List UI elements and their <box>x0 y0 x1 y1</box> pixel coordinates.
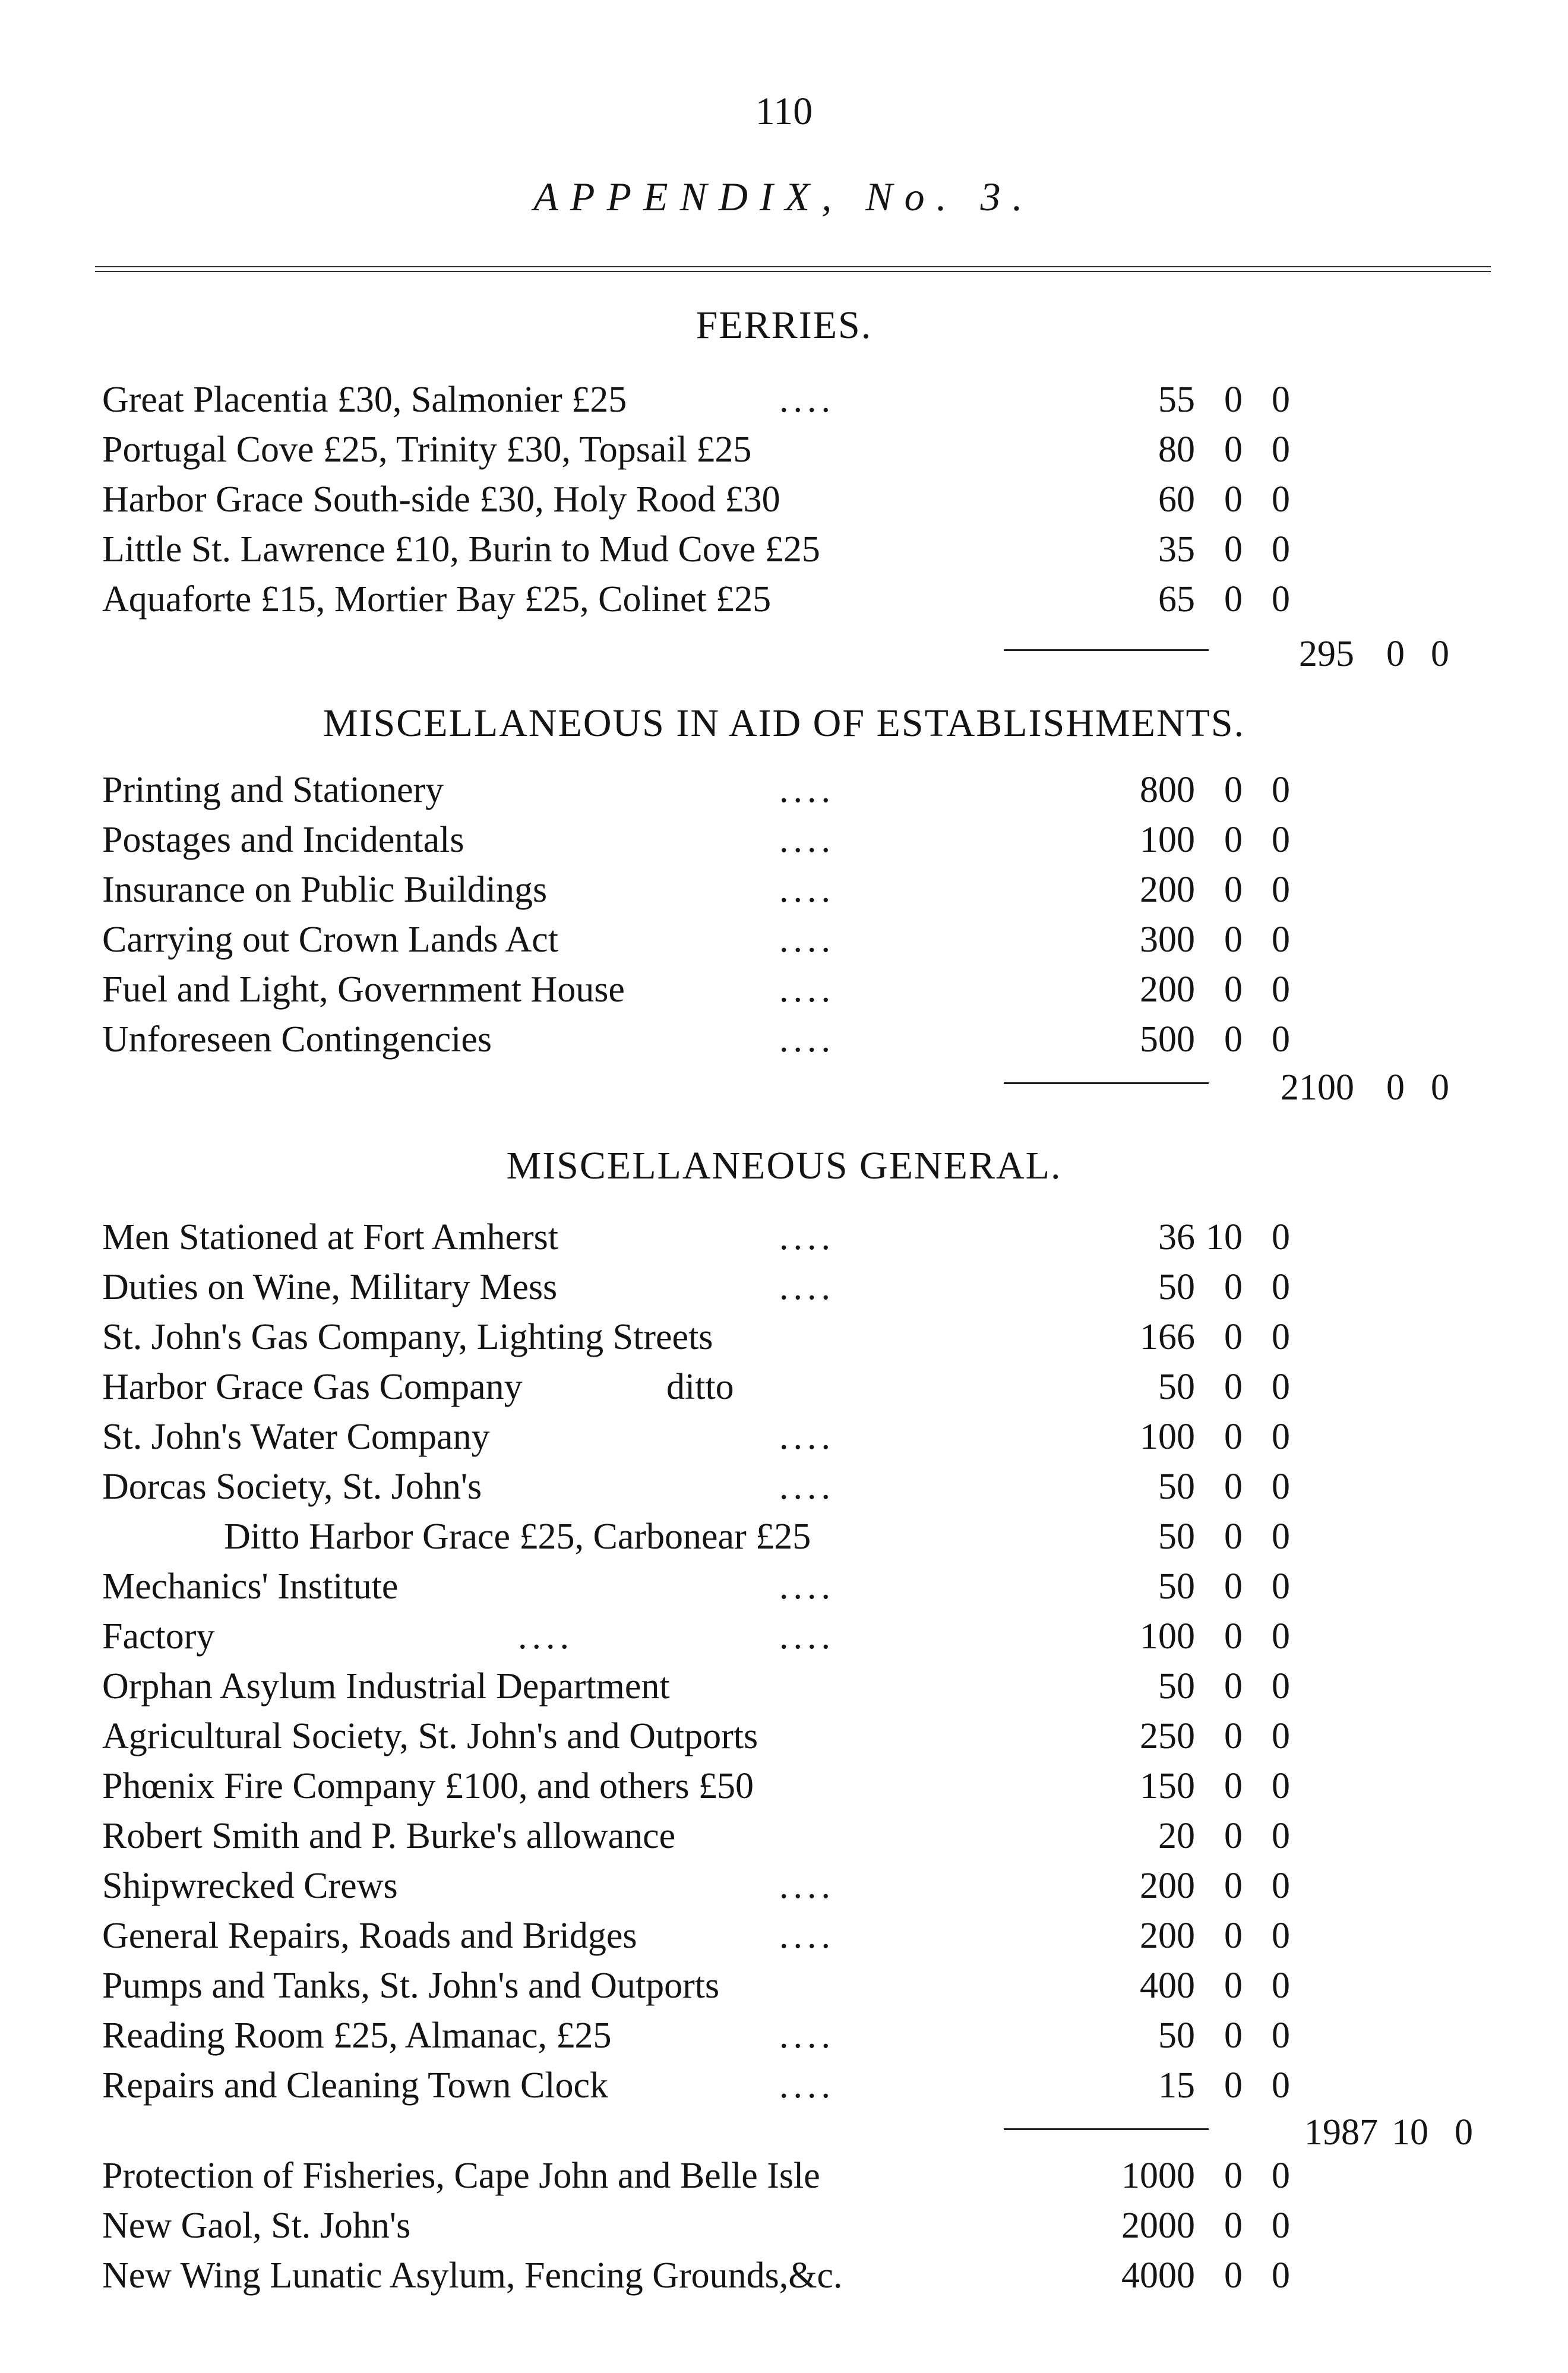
amount-pounds: 800 <box>1140 770 1195 810</box>
leader-dots: .... <box>779 1916 835 1956</box>
amount-pence: 0 <box>1272 1666 1290 1707</box>
line-item-row <box>102 424 1492 475</box>
line-item-row <box>102 864 1492 915</box>
amount-shillings: 0 <box>1224 2015 1243 2056</box>
amount-shillings: 0 <box>1224 1317 1243 1357</box>
total-pounds: 1987 <box>1304 2112 1378 2153</box>
amount-pence: 0 <box>1272 820 1290 860</box>
leader-dots: .... <box>779 1616 835 1657</box>
amount-shillings: 0 <box>1224 1516 1243 1557</box>
amount-pence: 0 <box>1272 1417 1290 1457</box>
amount-pounds: 50 <box>1158 2015 1195 2056</box>
amount-pence: 0 <box>1272 1966 1290 2006</box>
leader-dots: .... <box>779 1019 835 1060</box>
line-item-row <box>102 914 1492 965</box>
item-label: Protection of Fisheries, Cape John and Belle Isle <box>102 2156 820 2196</box>
amount-shillings: 0 <box>1224 1267 1243 1307</box>
amount-pence: 0 <box>1272 770 1290 810</box>
line-item-row <box>102 474 1492 525</box>
amount-pounds: 50 <box>1158 1516 1195 1557</box>
item-label: Insurance on Public Buildings <box>102 870 548 910</box>
amount-pence: 0 <box>1272 429 1290 470</box>
amount-shillings: 0 <box>1224 380 1243 420</box>
leader-dots: .... <box>779 1866 835 1906</box>
leader-dots: .... <box>779 1566 835 1607</box>
line-item-row <box>102 2010 1492 2061</box>
amount-shillings: 0 <box>1224 429 1243 470</box>
leader-dots: .... <box>779 920 835 960</box>
amount-pence: 0 <box>1272 1467 1290 1507</box>
item-label: Men Stationed at Fort Amherst <box>102 1217 559 1257</box>
double-rule-top <box>95 266 1491 267</box>
amount-shillings: 0 <box>1224 1766 1243 1806</box>
leader-dots: .... <box>779 1467 835 1507</box>
amount-pounds: 200 <box>1140 1866 1195 1906</box>
amount-pounds: 200 <box>1140 870 1195 910</box>
amount-pounds: 100 <box>1140 820 1195 860</box>
amount-pence: 0 <box>1272 1716 1290 1756</box>
item-label: St. John's Water Company <box>102 1417 490 1457</box>
item-label: Phœnix Fire Company £100, and others £50 <box>102 1766 754 1806</box>
amount-shillings: 0 <box>1224 1616 1243 1657</box>
leader-dots: .... <box>779 2015 835 2056</box>
amount-shillings: 0 <box>1224 1816 1243 1856</box>
leader-dots: .... <box>779 870 835 910</box>
item-label: Shipwrecked Crews <box>102 1866 398 1906</box>
item-label: Duties on Wine, Military Mess <box>102 1267 558 1307</box>
line-item-row <box>102 764 1492 816</box>
leader-dots: .... <box>779 969 835 1010</box>
amount-shillings: 0 <box>1224 770 1243 810</box>
leader-dots: .... <box>779 820 835 860</box>
line-item-row <box>102 1312 1492 1363</box>
item-label: Postages and Incidentals <box>102 820 464 860</box>
amount-pence: 0 <box>1272 969 1290 1010</box>
amount-pence: 0 <box>1272 1267 1290 1307</box>
total-shillings: 10 <box>1392 2112 1428 2153</box>
amount-pounds: 50 <box>1158 1367 1195 1407</box>
amount-pence: 0 <box>1272 1217 1290 1257</box>
leader-dots: .... <box>779 1417 835 1457</box>
item-label: Mechanics' Institute <box>102 1566 399 1607</box>
amount-pounds: 300 <box>1140 920 1195 960</box>
amount-shillings: 0 <box>1224 1367 1243 1407</box>
amount-pounds: 15 <box>1158 2065 1195 2106</box>
line-item-row <box>102 1661 1492 1712</box>
amount-shillings: 0 <box>1224 1916 1243 1956</box>
amount-shillings: 0 <box>1224 969 1243 1010</box>
total-pence: 0 <box>1431 634 1449 674</box>
amount-shillings: 0 <box>1224 870 1243 910</box>
line-item-row <box>102 1711 1492 1762</box>
item-label: Harbor Grace Gas Company <box>102 1367 523 1407</box>
item-label: Carrying out Crown Lands Act <box>102 920 559 960</box>
line-item-row <box>102 2060 1492 2111</box>
line-item-row <box>102 1960 1492 2011</box>
amount-pounds: 65 <box>1158 579 1195 620</box>
section-heading: MISCELLANEOUS GENERAL. <box>506 1144 1062 1187</box>
line-item-row <box>102 1860 1492 1911</box>
amount-pence: 0 <box>1272 2015 1290 2056</box>
amount-pounds: 2000 <box>1121 2205 1195 2246</box>
amount-pounds: 55 <box>1158 380 1195 420</box>
item-label: Unforeseen Contingencies <box>102 1019 492 1060</box>
amount-pence: 0 <box>1272 1566 1290 1607</box>
line-item-row <box>102 524 1492 575</box>
line-item-row <box>102 1361 1492 1413</box>
item-label: Factory <box>102 1616 215 1657</box>
item-label: Little St. Lawrence £10, Burin to Mud Cove £25 <box>102 529 820 570</box>
item-label: St. John's Gas Company, Lighting Streets <box>102 1317 713 1357</box>
leader-dots: .... <box>779 2065 835 2106</box>
total-pounds: 295 <box>1299 634 1354 674</box>
item-label: General Repairs, Roads and Bridges <box>102 1916 637 1956</box>
item-label: Reading Room £25, Almanac, £25 <box>102 2015 612 2056</box>
line-item-row <box>102 1761 1492 1812</box>
amount-shillings: 0 <box>1224 1866 1243 1906</box>
item-label: Aquaforte £15, Mortier Bay £25, Colinet £25 <box>102 579 772 620</box>
amount-shillings: 0 <box>1224 2065 1243 2106</box>
sum-rule <box>1004 2128 1209 2130</box>
amount-shillings: 10 <box>1206 1217 1243 1257</box>
amount-shillings: 0 <box>1224 529 1243 570</box>
item-label: Fuel and Light, Government House <box>102 969 625 1010</box>
amount-shillings: 0 <box>1224 1417 1243 1457</box>
line-item-row <box>102 374 1492 425</box>
amount-shillings: 0 <box>1224 2255 1243 2296</box>
amount-pence: 0 <box>1272 1516 1290 1557</box>
amount-pence: 0 <box>1272 920 1290 960</box>
amount-pence: 0 <box>1272 2065 1290 2106</box>
amount-pounds: 250 <box>1140 1716 1195 1756</box>
amount-shillings: 0 <box>1224 1019 1243 1060</box>
leader-dots-mid: .... <box>518 1616 574 1657</box>
line-item-row <box>102 1910 1492 1961</box>
amount-shillings: 0 <box>1224 1716 1243 1756</box>
line-item-row <box>102 964 1492 1015</box>
trailing-item-row <box>102 2150 1492 2201</box>
item-label: Agricultural Society, St. John's and Outports <box>102 1716 758 1756</box>
line-item-row <box>102 1212 1492 1263</box>
amount-shillings: 0 <box>1224 1566 1243 1607</box>
amount-pence: 0 <box>1272 1816 1290 1856</box>
ditto-mark: ditto <box>666 1367 734 1407</box>
total-shillings: 0 <box>1386 634 1405 674</box>
amount-pence: 0 <box>1272 1317 1290 1357</box>
page-number: 110 <box>755 90 813 133</box>
amount-pounds: 50 <box>1158 1666 1195 1707</box>
amount-pounds: 500 <box>1140 1019 1195 1060</box>
item-label: New Gaol, St. John's <box>102 2205 411 2246</box>
line-item-row <box>102 1461 1492 1512</box>
amount-pence: 0 <box>1272 1866 1290 1906</box>
trailing-item-row <box>102 2250 1492 2301</box>
line-item-row <box>102 1014 1492 1065</box>
total-shillings: 0 <box>1386 1067 1405 1108</box>
leader-dots: .... <box>779 380 835 420</box>
leader-dots: .... <box>779 1267 835 1307</box>
line-item-row <box>102 1262 1492 1313</box>
section-total <box>1235 1062 1461 1113</box>
line-item-row <box>102 574 1492 625</box>
amount-pounds: 80 <box>1158 429 1195 470</box>
line-item-row <box>102 1810 1492 1862</box>
amount-pence: 0 <box>1272 529 1290 570</box>
amount-pence: 0 <box>1272 870 1290 910</box>
amount-pence: 0 <box>1272 479 1290 520</box>
line-item-row <box>102 1511 1492 1562</box>
amount-shillings: 0 <box>1224 479 1243 520</box>
item-label: Portugal Cove £25, Trinity £30, Topsail £25 <box>102 429 752 470</box>
item-label: New Wing Lunatic Asylum, Fencing Grounds,&c. <box>102 2255 843 2296</box>
amount-shillings: 0 <box>1224 2205 1243 2246</box>
line-item-row <box>102 1411 1492 1462</box>
amount-pounds: 50 <box>1158 1566 1195 1607</box>
amount-pence: 0 <box>1272 380 1290 420</box>
amount-pounds: 4000 <box>1121 2255 1195 2296</box>
amount-pounds: 100 <box>1140 1417 1195 1457</box>
item-label: Printing and Stationery <box>102 770 444 810</box>
amount-pence: 0 <box>1272 2255 1290 2296</box>
amount-pounds: 36 <box>1158 1217 1195 1257</box>
total-pounds: 2100 <box>1281 1067 1354 1108</box>
amount-pounds: 50 <box>1158 1467 1195 1507</box>
total-pence: 0 <box>1431 1067 1449 1108</box>
section-heading: FERRIES. <box>696 304 872 347</box>
amount-pence: 0 <box>1272 2156 1290 2196</box>
appendix-title: APPENDIX, No. 3. <box>533 174 1035 219</box>
leader-dots: .... <box>779 1217 835 1257</box>
amount-pence: 0 <box>1272 1616 1290 1657</box>
item-label: Dorcas Society, St. John's <box>102 1467 482 1507</box>
trailing-item-row <box>102 2200 1492 2251</box>
item-label: Pumps and Tanks, St. John's and Outports <box>102 1966 720 2006</box>
amount-pence: 0 <box>1272 579 1290 620</box>
item-label: Ditto Harbor Grace £25, Carbonear £25 <box>224 1516 811 1557</box>
amount-shillings: 0 <box>1224 1666 1243 1707</box>
section-heading: MISCELLANEOUS IN AID OF ESTABLISHMENTS. <box>323 702 1245 745</box>
item-label: Repairs and Cleaning Town Clock <box>102 2065 609 2106</box>
amount-pounds: 1000 <box>1121 2156 1195 2196</box>
amount-shillings: 0 <box>1224 1467 1243 1507</box>
amount-pence: 0 <box>1272 1367 1290 1407</box>
amount-shillings: 0 <box>1224 820 1243 860</box>
amount-pounds: 35 <box>1158 529 1195 570</box>
line-item-row <box>102 1611 1492 1662</box>
amount-pounds: 200 <box>1140 969 1195 1010</box>
amount-shillings: 0 <box>1224 579 1243 620</box>
amount-pence: 0 <box>1272 1916 1290 1956</box>
sum-rule <box>1004 1082 1209 1084</box>
amount-pence: 0 <box>1272 2205 1290 2246</box>
line-item-row <box>102 814 1492 865</box>
leader-dots: .... <box>779 770 835 810</box>
amount-shillings: 0 <box>1224 920 1243 960</box>
item-label: Robert Smith and P. Burke's allowance <box>102 1816 676 1856</box>
item-label: Orphan Asylum Industrial Department <box>102 1666 670 1707</box>
amount-pounds: 150 <box>1140 1766 1195 1806</box>
total-pence: 0 <box>1455 2112 1473 2153</box>
amount-pence: 0 <box>1272 1766 1290 1806</box>
amount-shillings: 0 <box>1224 2156 1243 2196</box>
amount-pounds: 50 <box>1158 1267 1195 1307</box>
amount-pounds: 166 <box>1140 1317 1195 1357</box>
double-rule-bottom <box>95 271 1491 272</box>
amount-pence: 0 <box>1272 1019 1290 1060</box>
item-label: Great Placentia £30, Salmonier £25 <box>102 380 627 420</box>
amount-pounds: 100 <box>1140 1616 1195 1657</box>
amount-shillings: 0 <box>1224 1966 1243 2006</box>
section-total <box>1235 628 1461 680</box>
amount-pounds: 200 <box>1140 1916 1195 1956</box>
amount-pounds: 20 <box>1158 1816 1195 1856</box>
sum-rule <box>1004 649 1209 651</box>
amount-pounds: 60 <box>1158 479 1195 520</box>
line-item-row <box>102 1561 1492 1612</box>
amount-pounds: 400 <box>1140 1966 1195 2006</box>
item-label: Harbor Grace South-side £30, Holy Rood £30 <box>102 479 780 520</box>
